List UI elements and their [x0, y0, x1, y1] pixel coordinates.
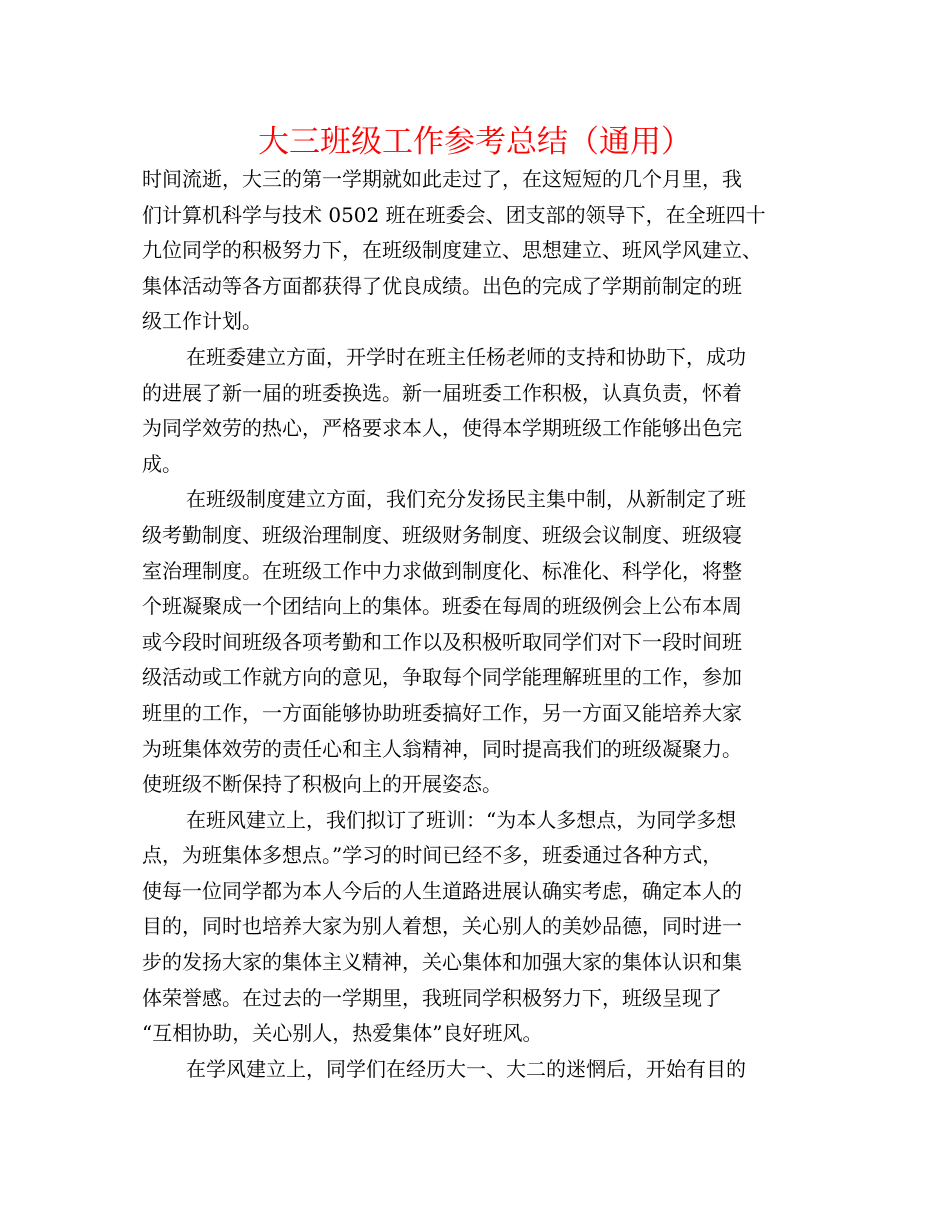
text-line: 在学风建立上，同学们在经历大一、大二的迷惘后，开始有目的	[186, 1056, 746, 1081]
paragraph	[142, 482, 822, 802]
text-line: 的进展了新一届的班委换选。新一届班委工作积极，认真负责，怀着	[142, 380, 742, 405]
text-line: 步的发扬大家的集体主义精神，关心集体和加强大家的集体认识和集	[142, 950, 742, 975]
text-line: 九位同学的积极努力下，在班级制度建立、思想建立、班风学风建立、	[142, 238, 762, 263]
text-line: 级活动或工作就方向的意见，争取每个同学能理解班里的工作，参加	[142, 665, 742, 690]
text-line: 个班凝聚成一个团结向上的集体。班委在每周的班级例会上公布本周	[142, 594, 742, 619]
document-body	[142, 162, 822, 1087]
text-line: 班里的工作，一方面能够协助班委搞好工作，另一方面又能培养大家	[142, 700, 742, 725]
paragraph	[142, 340, 822, 482]
text-line: 们计算机科学与技术 0502 班在班委会、团支部的领导下，在全班四十	[142, 202, 766, 227]
paragraph	[142, 803, 822, 1052]
text-line: 级工作计划。	[142, 309, 262, 334]
text-line: 成。	[142, 451, 182, 476]
text-line: 在班级制度建立方面，我们充分发扬民主集中制，从新制定了班	[186, 487, 746, 512]
text-line: 为班集体效劳的责任心和主人翁精神，同时提高我们的班级凝聚力。	[142, 736, 742, 761]
text-line: 或今段时间班级各项考勤和工作以及积极听取同学们对下一段时间班	[142, 629, 742, 654]
text-line: “互相协助，关心别人，热爱集体”良好班风。	[142, 1021, 543, 1046]
text-line: 点，为班集体多想点。”学习的时间已经不多，班委通过各种方式，	[142, 843, 723, 868]
text-line: 为同学效劳的热心，严格要求本人，使得本学期班级工作能够出色完	[142, 416, 742, 441]
text-line: 级考勤制度、班级治理制度、班级财务制度、班级会议制度、班级寝	[142, 522, 742, 547]
text-line: 使班级不断保持了积极向上的开展姿态。	[142, 772, 502, 797]
text-line: 在班委建立方面，开学时在班主任杨老师的支持和协助下，成功	[186, 344, 746, 369]
text-line: 目的，同时也培养大家为别人着想，关心别人的美妙品德，同时进一	[142, 914, 742, 939]
paragraph	[142, 1052, 822, 1088]
text-line: 在班风建立上，我们拟订了班训：“为本人多想点，为同学多想	[186, 807, 737, 832]
text-line: 室治理制度。在班级工作中力求做到制度化、标准化、科学化，将整	[142, 558, 742, 583]
text-line: 时间流逝，大三的第一学期就如此走过了，在这短短的几个月里，我	[142, 167, 742, 191]
text-line: 体荣誉感。在过去的一学期里，我班同学积极努力下，班级呈现了	[142, 985, 722, 1010]
document-title: 大三班级工作参考总结（通用）	[258, 124, 692, 160]
text-line: 集体活动等各方面都获得了优良成绩。出色的完成了学期前制定的班	[142, 273, 742, 298]
paragraph	[142, 162, 822, 340]
text-line: 使每一位同学都为本人今后的人生道路进展认确实考虑，确定本人的	[142, 878, 742, 903]
